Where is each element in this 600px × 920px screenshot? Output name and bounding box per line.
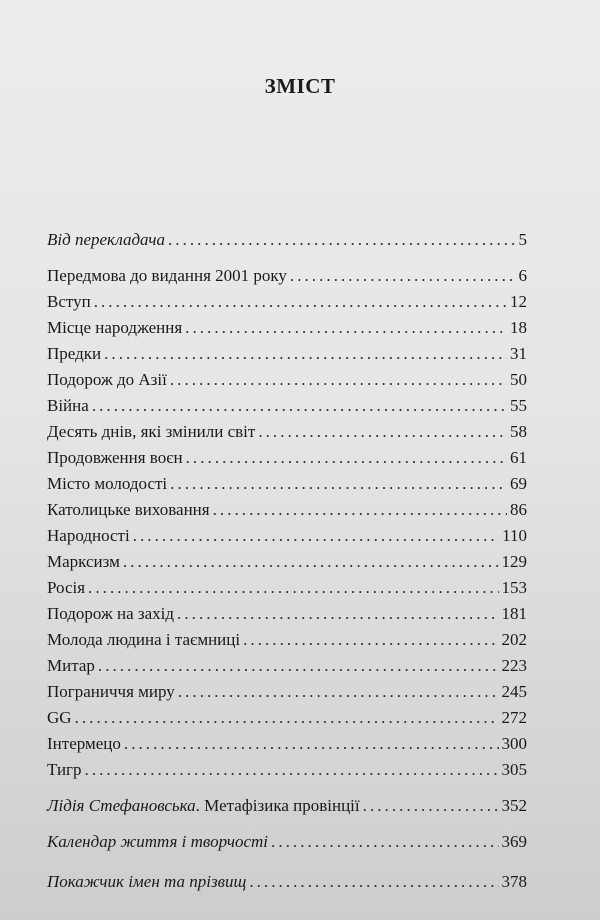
toc-entry [47, 731, 527, 757]
page-number: 378 [501, 872, 527, 891]
toc-entry [47, 679, 527, 705]
page-number: 202 [501, 630, 527, 649]
toc-entry [47, 549, 527, 575]
entry-title: Предки [47, 344, 102, 363]
dot-leader [178, 679, 499, 705]
toc-entry [47, 523, 527, 549]
dot-leader [170, 367, 507, 393]
toc-entry [47, 829, 527, 855]
entry-title: Від перекладача [47, 230, 165, 249]
toc-entry [47, 757, 527, 783]
toc-entry [47, 341, 527, 367]
dot-leader [290, 263, 516, 289]
entry-title: Тигр [47, 760, 82, 779]
entry-title: Росія [47, 578, 86, 597]
entry-author: Лідія Стефановська [47, 796, 196, 815]
dot-leader [75, 705, 499, 731]
page-number: 223 [501, 656, 527, 675]
page-number: 5 [518, 230, 527, 249]
entry-title: Подорож до Азії [47, 370, 167, 389]
dot-leader [85, 757, 499, 783]
entry-title: Інтермецо [47, 734, 121, 753]
entry-title: Пограниччя миру [47, 682, 175, 701]
entry-title: Календар життя і творчості [47, 832, 269, 851]
dot-leader [363, 793, 499, 819]
dot-leader [124, 731, 499, 757]
entry-title-text: . Метафізика провінції [195, 796, 360, 815]
entry-title: Народності [47, 526, 130, 545]
dot-leader [271, 829, 498, 855]
dot-leader [98, 653, 499, 679]
entry-title: Митар [47, 656, 95, 675]
page-number: 50 [510, 370, 527, 389]
entry-title: Подорож на захід [47, 604, 175, 623]
toc-entry [47, 289, 527, 315]
page-number: 18 [510, 318, 527, 337]
toc-entry [47, 315, 527, 341]
dot-leader [249, 869, 498, 895]
toc-entry [47, 627, 527, 653]
page-number: 153 [501, 578, 527, 597]
dot-leader [88, 575, 498, 601]
dot-leader [177, 601, 498, 627]
page-number: 305 [501, 760, 527, 779]
page-number: 55 [510, 396, 527, 415]
page-number: 181 [501, 604, 527, 623]
toc-entry [47, 393, 527, 419]
page-number: 245 [501, 682, 527, 701]
table-of-contents [47, 227, 527, 895]
entry-title: Передмова до видання 2001 року [47, 266, 287, 285]
page-number: 6 [518, 266, 527, 285]
entry-title: GG [47, 708, 72, 727]
page-number: 369 [501, 832, 527, 851]
entry-title: Покажчик імен та прізвищ [47, 872, 247, 891]
dot-leader [258, 419, 507, 445]
dot-leader [92, 393, 507, 419]
entry-title: Католицьке виховання [47, 500, 210, 519]
toc-entry [47, 653, 527, 679]
dot-leader [104, 341, 507, 367]
entry-title [47, 793, 363, 819]
dot-leader [186, 445, 507, 471]
entry-title: Місце народження [47, 318, 183, 337]
dot-leader [123, 549, 499, 575]
entry-title: Місто молодості [47, 474, 168, 493]
page-number: 352 [501, 796, 527, 815]
page-number: 110 [502, 526, 527, 545]
dot-leader [94, 289, 507, 315]
toc-entry [47, 575, 527, 601]
dot-leader [185, 315, 507, 341]
dot-leader [133, 523, 499, 549]
page-number: 31 [510, 344, 527, 363]
page-number: 58 [510, 422, 527, 441]
toc-entry [47, 263, 527, 289]
entry-title: Війна [47, 396, 89, 415]
page-number: 12 [510, 292, 527, 311]
dot-leader [243, 627, 498, 653]
entry-title: Десять днів, які змінили світ [47, 422, 256, 441]
entry-title: Продовження воєн [47, 448, 183, 467]
page-number: 272 [501, 708, 527, 727]
toc-entry [47, 793, 527, 819]
toc-entry [47, 227, 527, 253]
page-number: 69 [510, 474, 527, 493]
entry-title: Молода людина і таємниці [47, 630, 241, 649]
dot-leader [213, 497, 507, 523]
toc-entry [47, 419, 527, 445]
page-number: 300 [501, 734, 527, 753]
toc-entry [47, 601, 527, 627]
page-title: ЗМІСТ [264, 74, 336, 98]
dot-leader [168, 227, 516, 253]
toc-entry [47, 869, 527, 895]
toc-entry [47, 497, 527, 523]
page-number: 86 [510, 500, 527, 519]
page-number: 129 [501, 552, 527, 571]
toc-entry [47, 705, 527, 731]
toc-entry [47, 445, 527, 471]
toc-entry [47, 471, 527, 497]
toc-entry [47, 367, 527, 393]
entry-title: Вступ [47, 292, 91, 311]
page-number: 61 [510, 448, 527, 467]
entry-title: Марксизм [47, 552, 120, 571]
dot-leader [170, 471, 507, 497]
